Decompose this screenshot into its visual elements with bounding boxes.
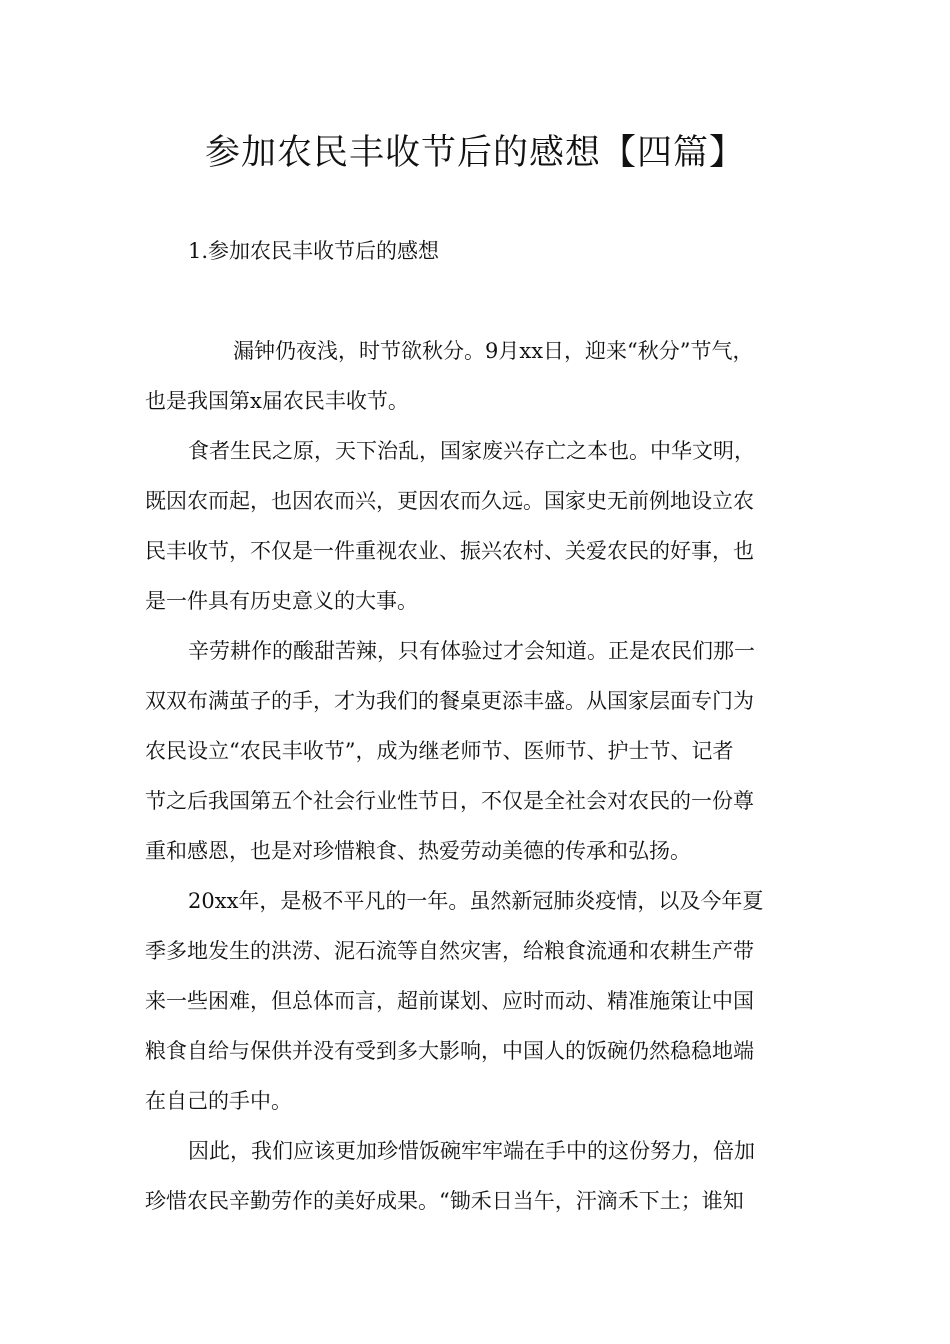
paragraph-line: 也是我国第x届农民丰收节。 bbox=[145, 389, 409, 413]
paragraph-line: 食者生民之原，天下治乱，国家废兴存亡之本也。中华文明， bbox=[188, 439, 755, 463]
paragraph-line: 节之后我国第五个社会行业性节日，不仅是全社会对农民的一份尊 bbox=[145, 789, 754, 813]
paragraph-line: 季多地发生的洪涝、泥石流等自然灾害，给粮食流通和农耕生产带 bbox=[145, 939, 754, 963]
paragraph-line: 既因农而起，也因农而兴，更因农而久远。国家史无前例地设立农 bbox=[145, 489, 754, 513]
paragraph-line: 重和感恩，也是对珍惜粮食、热爱劳动美德的传承和弘扬。 bbox=[145, 839, 691, 863]
paragraph-line: 是一件具有历史意义的大事。 bbox=[145, 589, 418, 613]
paragraph-line: 20xx年，是极不平凡的一年。虽然新冠肺炎疫情，以及今年夏 bbox=[188, 889, 764, 913]
paragraph-line: 漏钟仍夜浅，时节欲秋分。9月xx日，迎来“秋分”节气， bbox=[233, 339, 754, 363]
paragraph-line: 民丰收节，不仅是一件重视农业、振兴农村、关爱农民的好事，也 bbox=[145, 539, 754, 563]
paragraph-line: 因此，我们应该更加珍惜饭碗牢牢端在手中的这份努力，倍加 bbox=[188, 1139, 755, 1163]
paragraph-line: 辛劳耕作的酸甜苦辣，只有体验过才会知道。正是农民们那一 bbox=[188, 639, 755, 663]
document-title: 参加农民丰收节后的感想【四篇】 bbox=[204, 133, 745, 173]
paragraph-line: 双双布满茧子的手，才为我们的餐桌更添丰盛。从国家层面专门为 bbox=[145, 689, 754, 713]
section-heading: 1.参加农民丰收节后的感想 bbox=[188, 239, 440, 263]
paragraph-line: 珍惜农民辛勤劳作的美好成果。“锄禾日当午，汗滴禾下土；谁知 bbox=[145, 1189, 744, 1213]
paragraph-line: 来一些困难，但总体而言，超前谋划、应时而动、精准施策让中国 bbox=[145, 989, 754, 1013]
paragraph-line: 农民设立“农民丰收节”，成为继老师节、医师节、护士节、记者 bbox=[145, 739, 734, 763]
paragraph-line: 在自己的手中。 bbox=[145, 1089, 292, 1113]
paragraph-line: 粮食自给与保供并没有受到多大影响，中国人的饭碗仍然稳稳地端 bbox=[145, 1039, 754, 1063]
